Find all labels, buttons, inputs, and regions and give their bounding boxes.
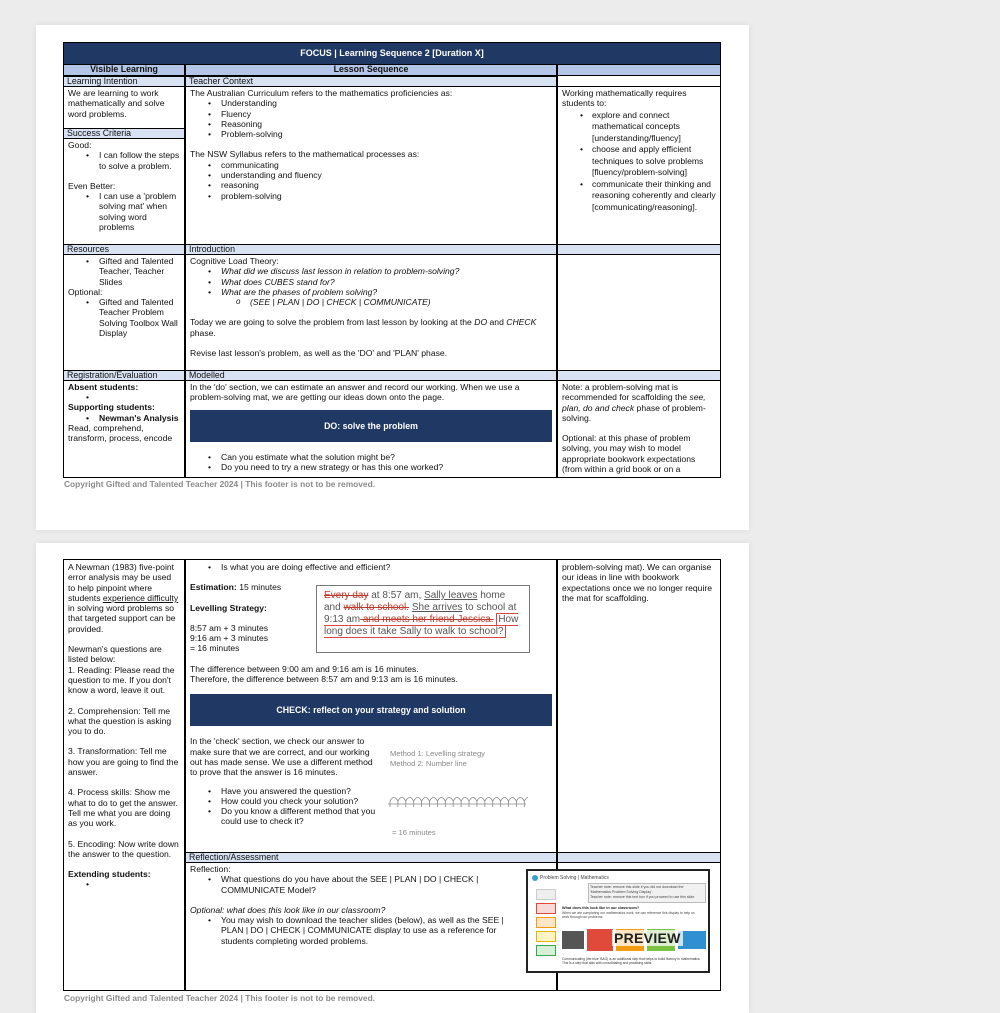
nsw-item: • reasoning: [190, 180, 552, 190]
optional-item: • Gifted and Talented Teacher Problem Solving Toolbox Wall Display: [68, 297, 180, 338]
difference-line: Therefore, the difference between 8:57 am and 9:13 am is 16 minutes.: [190, 674, 458, 685]
intro-question: • What did we discuss last lesson in relation to problem-solving?: [190, 266, 552, 276]
nsw-intro: The NSW Syllabus refers to the mathematical processes as:: [190, 149, 420, 160]
method-1-label: Method 1: Levelling strategy: [390, 749, 485, 758]
newman-question: 2. Comprehension: Tell me what the question is asking you to do.: [68, 705, 172, 737]
nsw-item: • understanding and fluency: [190, 170, 552, 180]
ac-item: • Reasoning: [190, 119, 552, 129]
visible-learning-header: Visible Learning: [63, 64, 185, 76]
registration-body: [65, 380, 183, 478]
success-criteria-label: Success Criteria: [63, 128, 185, 139]
number-line-result: = 16 minutes: [392, 828, 436, 837]
slide-teacher-note: Teacher note: remove this slide if you did not download the 'Mathematics Problem Solving Display'. Teacher note: remove this text box if you proceed to use this slide.: [588, 883, 706, 903]
bookwork-note: Optional: at this phase of problem solving, you may wish to model appropriate bookwork expectations (from within a grid book or on a: [562, 433, 696, 475]
today-text: Today we are going to solve the problem from last lesson by looking at the DO and CHECK phase.: [190, 317, 537, 338]
lesson-sequence-header: Lesson Sequence: [185, 64, 557, 76]
modelled-body-p1: [187, 380, 555, 478]
newman-question: 5. Encoding: Now write down the answer to the question.: [68, 838, 179, 859]
right-modelled-note: [559, 380, 719, 478]
right-modelled-note-cont: problem-solving mat). We can organise our ideas in line with bookwork expectations once we no longer require the mat for scaffolding.: [562, 562, 713, 603]
newman-question: 3. Transformation: Tell me how you are going to find the answer.: [68, 746, 179, 778]
ac-item: • Problem-solving: [190, 129, 552, 139]
newman-label: • Newman's Analysis: [68, 413, 180, 423]
introduction-body: [187, 254, 555, 370]
phases-list: o (SEE | PLAN | DO | CHECK | COMMUNICATE): [190, 297, 552, 307]
even-better-item: • I can use a 'problem solving mat' when solving word problems: [68, 191, 180, 232]
right-working-mathematically: [559, 86, 719, 244]
learning-intention-label: Learning Intention: [63, 76, 185, 87]
document-page-2: [36, 543, 749, 1013]
reflection-optional: Optional: what does this look like in our classroom?: [190, 904, 386, 915]
method-2-label: Method 2: Number line: [390, 759, 467, 768]
right-sub-2: [557, 244, 721, 255]
teacher-context-body: [187, 86, 555, 244]
right-sub-4: [557, 852, 721, 863]
wm-item: • communicate their thinking and reasoning coherently and clearly [communicating/reasoning].: [562, 179, 716, 214]
slide-heading: What does this look like in our classroom?: [562, 906, 640, 910]
estimation-line: Estimation: 15 minutes: [190, 582, 282, 593]
slide-body: When we are completing our mathematics work, we can reference this display to help us work through our problems.: [562, 911, 695, 919]
good-label: Good:: [68, 140, 92, 150]
extending-label: Extending students:: [68, 869, 151, 880]
check-question: • How could you check your solution?: [190, 796, 390, 806]
do-question: • Is what you are doing effective and efficient?: [190, 562, 552, 572]
nsw-item: • communicating: [190, 160, 552, 170]
notes-header: [557, 64, 721, 76]
calc-line: = 16 minutes: [190, 643, 240, 654]
slide-left-stack: [536, 889, 556, 965]
lesson-table-continued: [63, 559, 721, 991]
nsw-item: • problem-solving: [190, 191, 552, 201]
clt-label: Cognitive Load Theory:: [190, 256, 279, 266]
newman-question: 4. Process skills: Show me what to do to get the answer. Tell me what you are doing as you work.: [68, 787, 178, 829]
newman-questions-intro: Newman's questions are listed below:: [68, 644, 162, 665]
page-footer: Copyright Gifted and Talented Teacher 2024 | This footer is not to be removed.: [64, 479, 376, 489]
slide-dot-icon: [532, 875, 538, 881]
slide-preview-thumbnail[interactable]: [526, 869, 710, 973]
newman-intro: A Newman (1983) five-point error analysis may be used to help pinpoint where students experience difficulty in solving word problems so that targeted support can be provided.: [68, 562, 179, 634]
revise-text: Revise last lesson's problem, as well as the 'DO' and 'PLAN' phase.: [190, 348, 448, 359]
check-question: • Do you know a different method that you could use to check it?: [190, 806, 390, 827]
word-problem-annotated: Every day at 8:57 am, Sally leaves home and walk to school. She arrives to school at 9:13 am and meets her friend Jessica. How long does it take Sally to walk to school?: [316, 585, 530, 653]
modelled-label: Modelled: [185, 370, 557, 381]
intro-question: • What does CUBES stand for?: [190, 277, 552, 287]
check-banner: CHECK: reflect on your strategy and solution: [190, 694, 552, 726]
do-question: • Do you need to try a new strategy or has this one worked?: [190, 462, 552, 472]
newman-steps: Read, comprehend, transform, process, encode: [68, 422, 173, 444]
ac-item: • Understanding: [190, 98, 552, 108]
preview-watermark: PREVIEW: [614, 930, 681, 946]
resources-body: [65, 254, 183, 370]
page-footer: Copyright Gifted and Talented Teacher 2024 | This footer is not to be removed.: [64, 993, 376, 1003]
reflection-heading: Reflection:: [190, 864, 231, 874]
calc-line: 8:57 am + 3 minutes: [190, 622, 269, 633]
absent-label: Absent students:: [68, 382, 139, 392]
difference-line: The difference between 9:00 am and 9:16 am is 16 minutes.: [190, 663, 419, 674]
check-intro: In the 'check' section, we check our answer to make sure that we are correct, and our working out has made sense. We use a different method to prove that the answer is 16 minutes.: [190, 736, 373, 778]
supporting-label: Supporting students:: [68, 402, 155, 413]
ac-item: • Fluency: [190, 109, 552, 119]
resources-item: • Gifted and Talented Teacher, Teacher Slides: [68, 256, 180, 287]
levelling-label: Levelling Strategy:: [190, 602, 267, 613]
calc-line: 9:16 am + 3 minutes: [190, 633, 269, 644]
modelled-intro: In the 'do' section, we can estimate an answer and record our working. When we use a problem-solving mat, we are getting our ideas down onto the page.: [190, 382, 520, 403]
do-banner: DO: solve the problem: [190, 410, 552, 442]
mat-note: Note: a problem-solving mat is recommended for scaffolding the see, plan, do and check phase of problem-solving.: [562, 382, 706, 423]
success-criteria-body: [65, 138, 183, 244]
table-title: FOCUS | Learning Sequence 2 [Duration X]: [64, 43, 720, 64]
introduction-label: Introduction: [185, 244, 557, 255]
optional-label: Optional:: [68, 286, 103, 297]
slide-title: Problem Solving | Mathematics: [540, 875, 609, 881]
number-line: [386, 788, 528, 824]
even-better-label: Even Better:: [68, 180, 116, 191]
teacher-context-label: Teacher Context: [185, 76, 557, 87]
resources-label: Resources: [63, 244, 185, 255]
learning-intention-text: We are learning to work mathematically and solve word problems.: [68, 88, 165, 119]
reflection-question: • What questions do you have about the SEE | PLAN | DO | CHECK | COMMUNICATE Model?: [190, 874, 480, 895]
check-question: • Have you answered the question?: [190, 786, 390, 796]
registration-label: Registration/Evaluation: [63, 370, 185, 381]
reflection-label: Reflection/Assessment: [185, 852, 557, 863]
document-page-1: [36, 25, 749, 530]
intro-question: • What are the phases of problem solving?: [190, 287, 552, 297]
reflection-body: [187, 862, 525, 990]
good-item: • I can follow the steps to solve a problem.: [68, 150, 180, 171]
do-question: • Can you estimate what the solution might be?: [190, 452, 552, 462]
wm-intro: Working mathematically requires students to:: [562, 88, 687, 109]
newman-body: [65, 560, 183, 990]
slide-caption: Communicating (the blue 'BAG) is an additional step that helps to build fluency in mathematics. This is a step that aids with consolidating and practising skills.: [562, 957, 701, 965]
wm-item: • choose and apply efficient techniques to solve problems [fluency/problem-solving]: [562, 144, 716, 179]
ac-intro: The Australian Curriculum refers to the mathematics proficiencies as:: [190, 88, 453, 98]
reflection-item: • You may wish to download the teacher slides (below), as well as the SEE | PLAN | DO | CHECK | COMMUNICATE display to use as a reference for students completing worded problems.: [190, 915, 505, 946]
wm-item: • explore and connect mathematical concepts [understanding/fluency]: [562, 110, 716, 145]
newman-question: 1. Reading: Please read the question to me. If you don't know a word, leave it out.: [68, 664, 175, 696]
lesson-table: [63, 42, 721, 478]
